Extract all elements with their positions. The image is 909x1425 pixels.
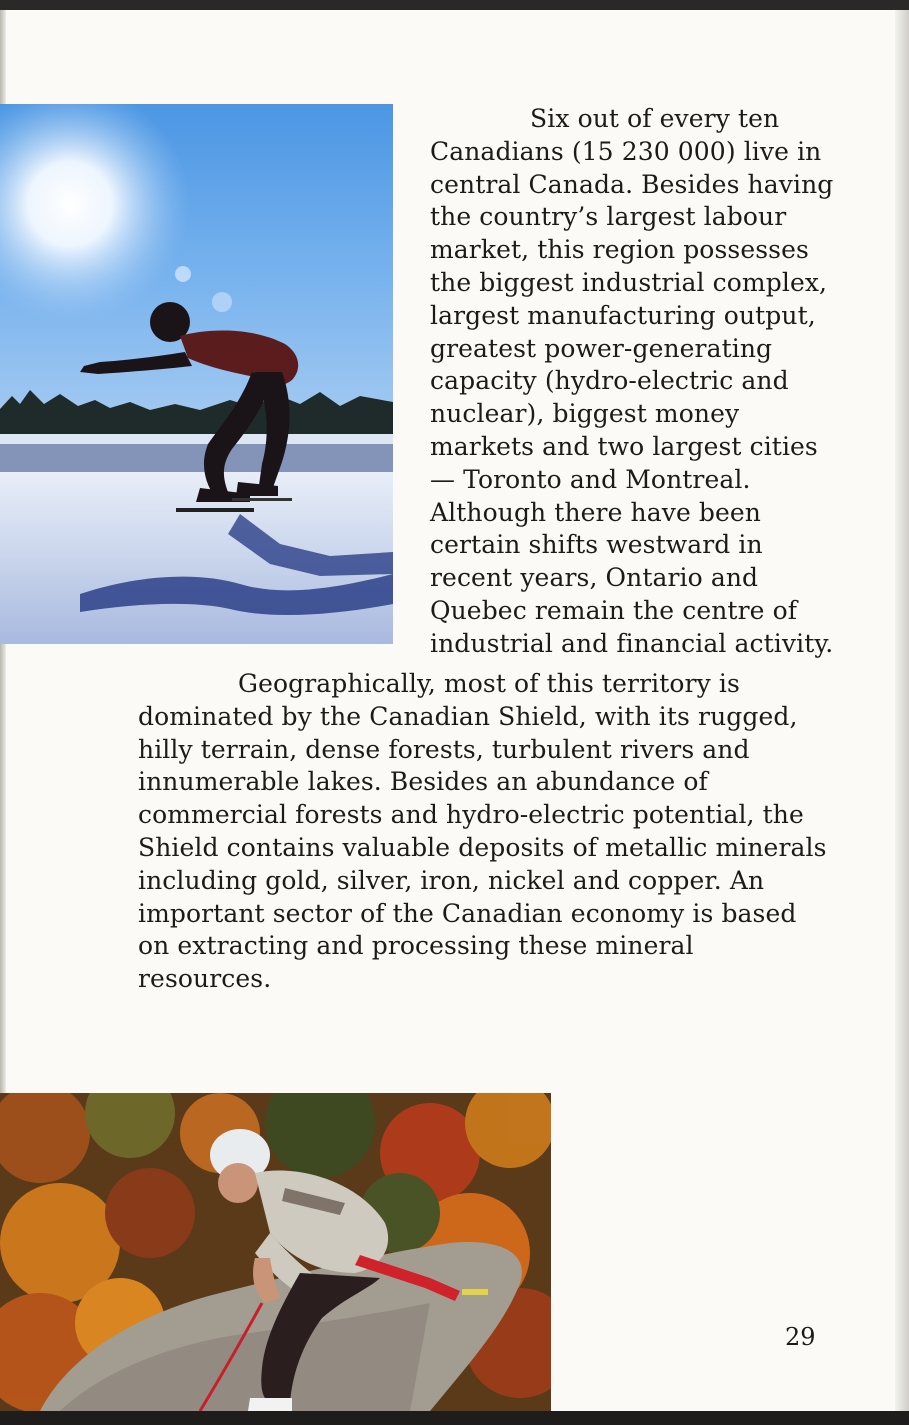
body-paragraph <box>138 668 828 996</box>
scan-bottom-edge <box>0 1411 909 1425</box>
rock-climber-photo <box>0 1093 551 1411</box>
speed-skater-photo <box>0 104 393 644</box>
paragraph-text: Geographically, most of this territory is dominated by the Canadian Shield, with its rugged, hilly terrain, dense forests, turbulent rivers and innumerable lakes. Besides an abundance of commercial forests and hydro-electric potential, the Shield contains valuable deposits of metallic minerals including gold, silver, iron, nickel and copper. An important sector of the Canadian economy is based on extracting and processing these mineral resources. <box>138 669 827 994</box>
paragraph-text: Six out of every ten Canadians (15 230 000) live in central Canada. Besides having the country’s largest labour market, this region possesses the biggest industrial complex, largest manufacturing output, greatest power-generating capacity (hydro-electric and nuclear), biggest money markets and two largest cities — Toronto and Montreal. Although there have been certain shifts westward in recent years, Ontario and Quebec remain the centre of industrial and financial activity. <box>430 104 834 658</box>
body-paragraph <box>430 103 840 661</box>
scan-top-edge <box>0 0 909 10</box>
rock-climber-illustration <box>0 1093 551 1411</box>
page-right-edge <box>895 10 909 1411</box>
speed-skater-illustration <box>0 104 393 644</box>
page-number: 29 <box>785 1323 816 1351</box>
